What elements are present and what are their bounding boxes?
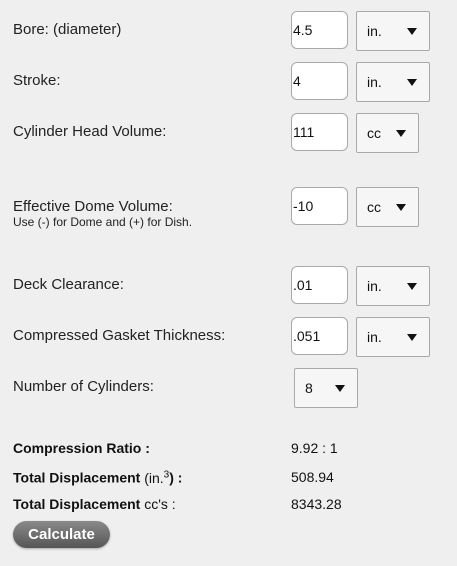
displacement-in3-title: Total Displacement [13, 469, 141, 486]
displacement-cc-title: Total Displacement [13, 496, 141, 512]
gasket-thickness-unit-value: in. [367, 329, 382, 345]
chevron-down-icon [396, 204, 406, 211]
bore-label: Bore: (diameter) [13, 21, 122, 38]
gasket-thickness-input[interactable] [291, 317, 348, 355]
bore-unit-value: in. [367, 23, 382, 39]
gasket-thickness-label: Compressed Gasket Thickness: [13, 327, 226, 344]
displacement-cc-unit: cc's : [144, 496, 176, 512]
dome-volume-input[interactable] [291, 187, 348, 225]
calculate-button[interactable]: Calculate [13, 521, 110, 548]
head-volume-input[interactable] [291, 113, 348, 151]
displacement-in3-unit: (in.$^3$ [144, 469, 170, 486]
deck-clearance-unit-value: in. [367, 278, 382, 294]
chevron-down-icon [407, 28, 417, 35]
displacement-cc-value: 8343.28 [291, 496, 342, 512]
dome-volume-unit-value: cc [367, 199, 381, 215]
bore-input[interactable] [291, 11, 348, 49]
displacement-cc-label [13, 496, 176, 512]
stroke-unit-value: in. [367, 74, 382, 90]
deck-clearance-unit-select[interactable] [356, 266, 430, 306]
chevron-down-icon [407, 79, 417, 86]
chevron-down-icon [396, 130, 406, 137]
bore-unit-select[interactable] [356, 11, 430, 51]
gasket-thickness-unit-select[interactable] [356, 317, 430, 357]
chevron-down-icon [335, 385, 345, 392]
deck-clearance-label: Deck Clearance: [13, 276, 124, 293]
dome-volume-unit-select[interactable] [356, 187, 419, 227]
deck-clearance-input[interactable] [291, 266, 348, 304]
cylinders-value: 8 [305, 380, 313, 396]
stroke-unit-select[interactable] [356, 62, 430, 102]
chevron-down-icon [407, 283, 417, 290]
stroke-label: Stroke: [13, 72, 61, 89]
cylinders-label: Number of Cylinders: [13, 378, 154, 395]
head-volume-unit-select[interactable] [356, 113, 419, 153]
head-volume-unit-value: cc [367, 125, 381, 141]
dome-volume-hint: Use (-) for Dome and (+) for Dish. [13, 215, 193, 229]
compression-ratio-label: Compression Ratio : [13, 440, 150, 456]
cylinders-select[interactable] [294, 368, 358, 408]
head-volume-label: Cylinder Head Volume: [13, 123, 167, 140]
displacement-in3-label: Total Displacement (in.$^3$) : [13, 469, 183, 486]
stroke-input[interactable] [291, 62, 348, 100]
displacement-in3-value: 508.94 [291, 469, 334, 485]
dome-volume-label: Effective Dome Volume: [13, 198, 173, 215]
compression-ratio-value: 9.92 : 1 [291, 440, 338, 456]
chevron-down-icon [407, 334, 417, 341]
